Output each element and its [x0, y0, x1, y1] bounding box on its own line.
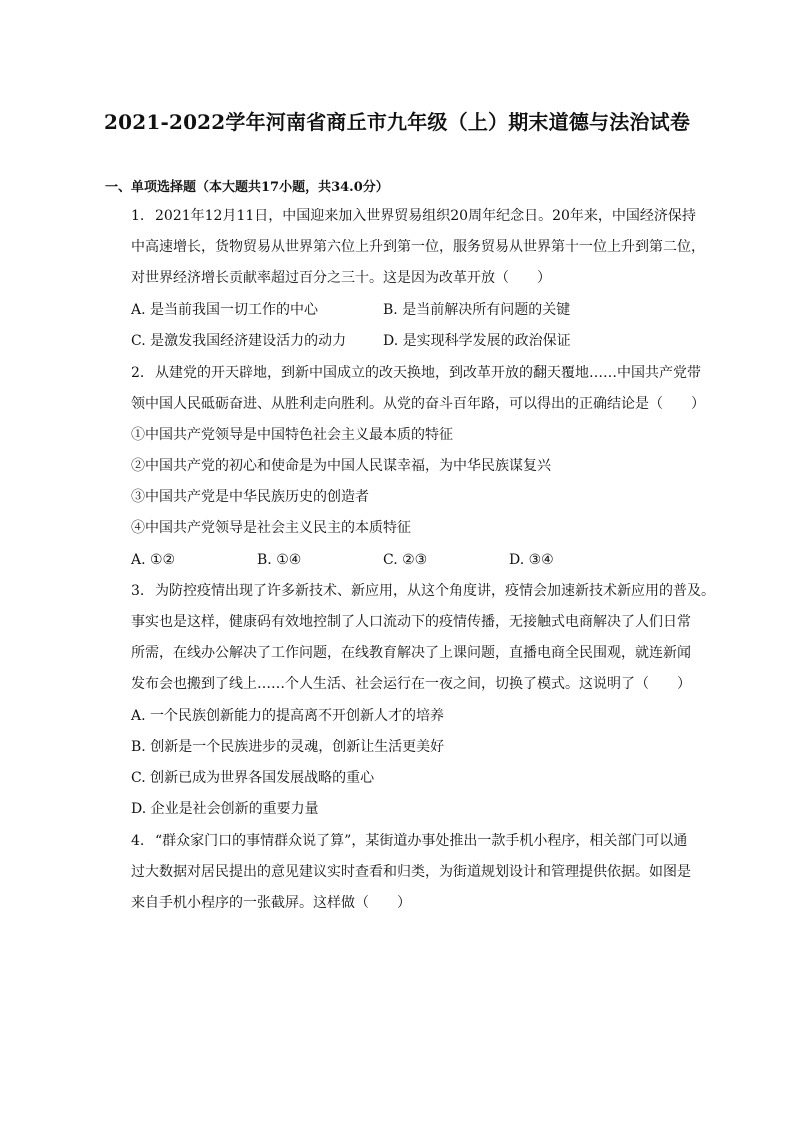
- question-3-line-4: 发布会也搬到了线上……个人生活、社会运行在一夜之间，切换了模式。这说明了（ ）: [131, 676, 691, 692]
- question-text: 2021年12月11日，中国迎来加入世界贸易组织20周年纪念日。20年来，中国经济保持: [155, 208, 696, 224]
- question-2-statement-1: ①中国共产党领导是中国特色社会主义最本质的特征: [131, 427, 453, 443]
- question-number: 1.: [131, 208, 145, 224]
- question-3-option-d: D. 企业是社会创新的重要力量: [131, 801, 319, 817]
- question-3-line-3: 所需，在线办公解决了工作问题，在线教育解决了上课问题，直播电商全民围观，就连新闻: [131, 645, 691, 661]
- section-heading: 一、单项选择题（本大题共17小题，共34.0分）: [105, 180, 389, 195]
- question-1-option-d: D. 是实现科学发展的政治保证: [383, 333, 571, 349]
- question-3-line-1: [131, 581, 715, 601]
- question-3-line-2: 事实也是这样，健康码有效地控制了人口流动下的疫情传播，无接触式电商解决了人们日常: [131, 614, 691, 630]
- question-2-option-a: A. ①②: [131, 552, 176, 568]
- question-number: 4.: [131, 833, 145, 849]
- question-3-option-c: C. 创新已成为世界各国发展战略的重心: [131, 770, 375, 786]
- question-4-line-1: [131, 831, 687, 851]
- question-2-line-1: [131, 363, 701, 383]
- question-1-line-1: [131, 206, 696, 226]
- question-1-line-2: 中高速增长，货物贸易从世界第六位上升到第一位，服务贸易从世界第十一位上升到第二位，: [131, 239, 705, 255]
- question-3-option-b: B. 创新是一个民族进步的灵魂，创新让生活更美好: [131, 739, 445, 755]
- question-number: 2.: [131, 365, 145, 381]
- question-1-line-3: 对世界经济增长贡献率超过百分之三十。这是因为改革开放（ ）: [131, 270, 551, 286]
- question-1-option-b: B. 是当前解决所有问题的关键: [383, 302, 571, 318]
- question-2-statement-4: ④中国共产党领导是社会主义民主的本质特征: [131, 520, 411, 536]
- page-title: 2021-2022学年河南省商丘市九年级（上）期末道德与法治试卷: [103, 110, 691, 134]
- question-3-option-a: A. 一个民族创新能力的提高离不开创新人才的培养: [131, 708, 445, 724]
- question-number: 3.: [131, 583, 145, 599]
- question-text: “群众家门口的事情群众说了算”，某街道办事处推出一款手机小程序，相关部门可以通: [155, 833, 688, 849]
- question-2-statement-2: ②中国共产党的初心和使命是为中国人民谋幸福，为中华民族谋复兴: [131, 458, 551, 474]
- question-2-statement-3: ③中国共产党是中华民族历史的创造者: [131, 489, 369, 505]
- question-1-option-a: A. 是当前我国一切工作的中心: [131, 302, 319, 318]
- question-2-line-2: 领中国人民砥砺奋进、从胜利走向胜利。从党的奋斗百年路，可以得出的正确结论是（ ）: [131, 396, 705, 412]
- question-1-option-c: C. 是激发我国经济建设活力的动力: [131, 333, 347, 349]
- question-2-option-b: B. ①④: [257, 552, 302, 568]
- question-text: 为防控疫情出现了许多新技术、新应用，从这个角度讲，疫情会加速新技术新应用的普及。: [155, 583, 715, 599]
- question-2-option-d: D. ③④: [509, 552, 554, 568]
- question-4-line-2: 过大数据对居民提出的意见建议实时查看和归类，为街道规划设计和管理提供依据。如图是: [131, 864, 691, 880]
- question-4-line-3: 来自手机小程序的一张截屏。这样做（ ）: [131, 895, 411, 911]
- question-text: 从建党的开天辟地，到新中国成立的改天换地，到改革开放的翻天覆地……中国共产党带: [155, 365, 701, 381]
- question-2-option-c: C. ②③: [383, 552, 428, 568]
